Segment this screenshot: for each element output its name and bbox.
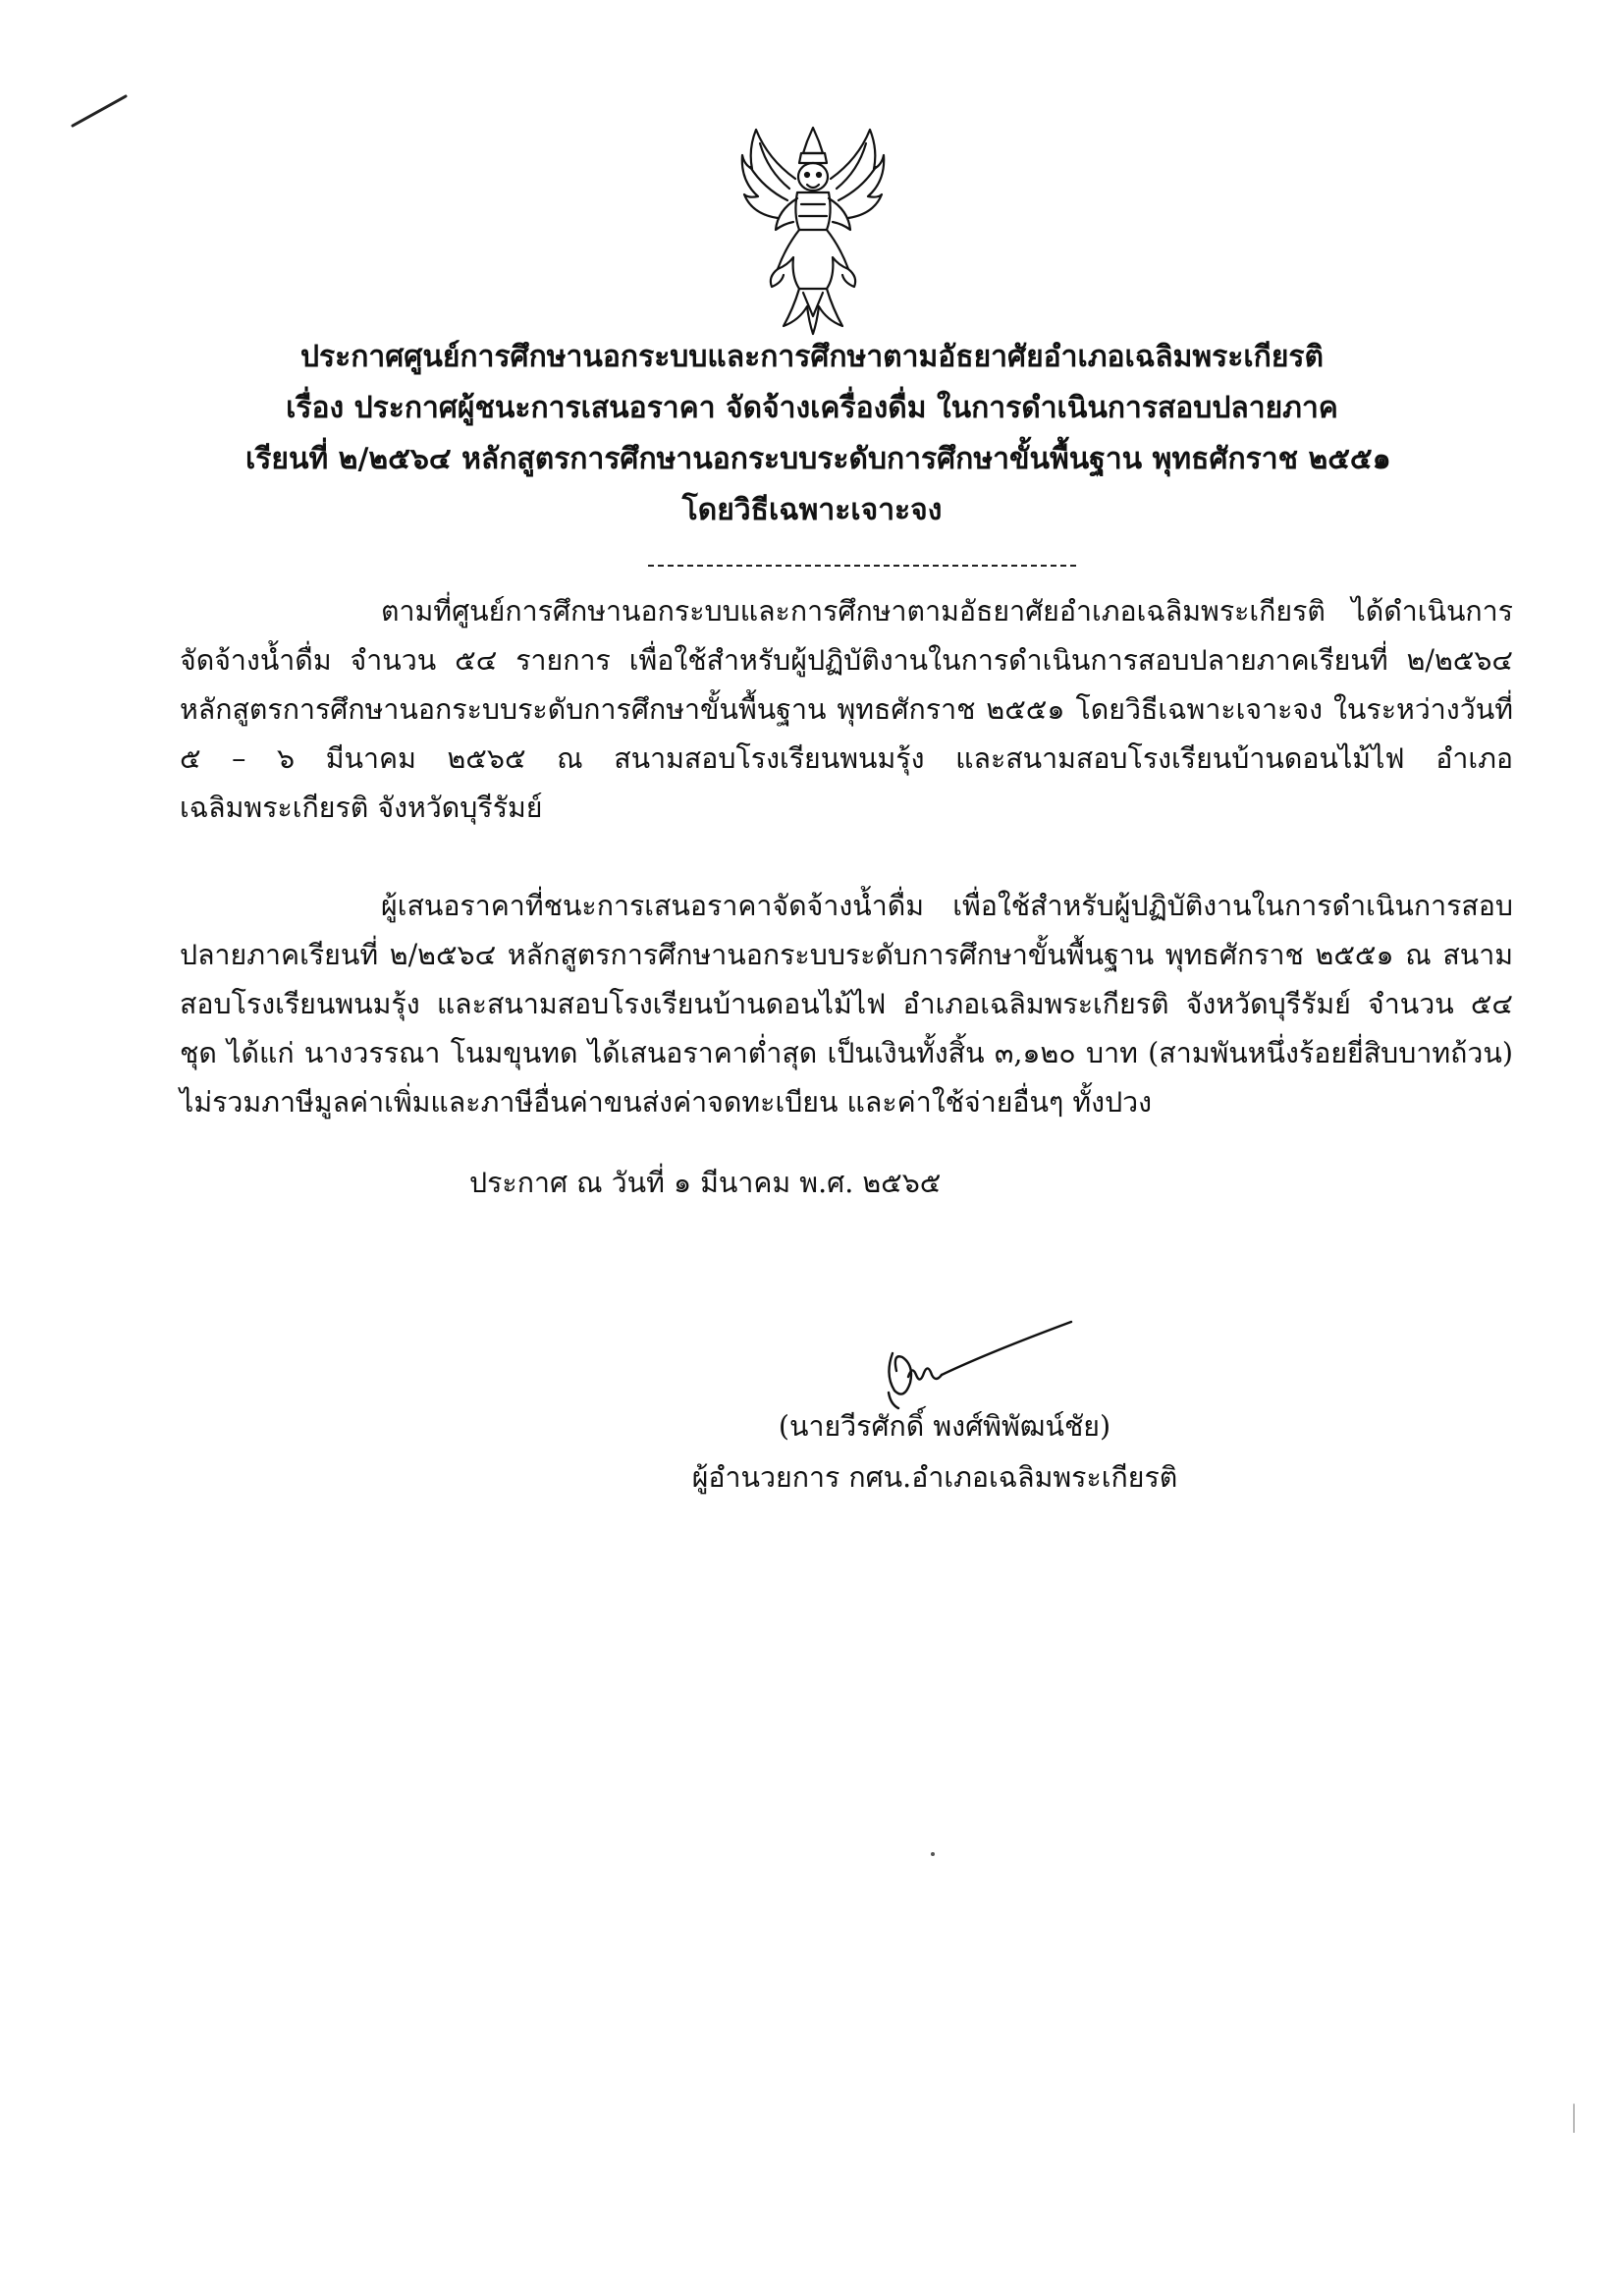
title-line-4: โดยวิธีเฉพาะเจาะจง <box>681 493 943 527</box>
signatory-name: (นายวีรศักดิ์ พงศ์พิพัฒน์ชัย) <box>778 1410 1111 1443</box>
announcement-title <box>245 332 1391 536</box>
title-line-3: เรียนที่ ๒/๒๕๖๔ หลักสูตรการศึกษานอกระบบระดับการศึกษาขั้นพื้นฐาน พุทธศักราช ๒๕๕๑ <box>245 442 1391 476</box>
title-divider <box>648 565 1076 567</box>
pen-stroke-mark <box>71 90 130 130</box>
announcement-date: ประกาศ ณ วันที่ ๑ มีนาคม พ.ศ. ๒๕๖๕ <box>469 1167 942 1199</box>
scan-speck <box>931 1852 935 1856</box>
signatory-position: ผู้อำนวยการ กศน.อำเภอเฉลิมพระเกียรติ <box>691 1461 1178 1494</box>
body-paragraph-2: ผู้เสนอราคาที่ชนะการเสนอราคาจัดจ้างน้ำดื่ม เพื่อใช้สำหรับผู้ปฏิบัติงานในการดำเนินการสอบปลายภาคเรียนที่ ๒/๒๕๖๔ หลักสูตรการศึกษานอกระบบระดับการศึกษาขั้นพื้นฐาน พุทธศักราช ๒๕๕๑ ณ สนามสอบโรงเรียนพนมรุ้ง และสนามสอบโรงเรียนบ้านดอนไม้ไฟ อำเภอเฉลิมพระเกียรติ จังหวัดบุรีรัมย์ จำนวน ๕๔ ชุด ได้แก่ นางวรรณา โนมขุนทด ได้เสนอราคาต่ำสุด เป็นเงินทั้งสิ้น ๓,๑๒๐ บาท (สามพันหนึ่งร้อยยี่สิบบาทถ้วน) ไม่รวมภาษีมูลค่าเพิ่มและภาษีอื่นค่าขนส่งค่าจดทะเบียน และค่าใช้จ่ายอื่นๆ ทั้งปวง <box>180 890 1513 1119</box>
scan-speck <box>1573 2104 1575 2133</box>
title-line-1: ประกาศศูนย์การศึกษานอกระบบและการศึกษาตามอัธยาศัยอำเภอเฉลิมพระเกียรติ <box>299 340 1325 374</box>
handwritten-signature <box>879 1314 1075 1412</box>
body-paragraph-1: ตามที่ศูนย์การศึกษานอกระบบและการศึกษาตามอัธยาศัยอำเภอเฉลิมพระเกียรติ ได้ดำเนินการจัดจ้างน้ำดื่ม จำนวน ๕๔ รายการ เพื่อใช้สำหรับผู้ปฏิบัติงานในการดำเนินการสอบปลายภาคเรียนที่ ๒/๒๕๖๔ หลักสูตรการศึกษานอกระบบระดับการศึกษาขั้นพื้นฐาน พุทธศักราช ๒๕๕๑ โดยวิธีเฉพาะเจาะจง ในระหว่างวันที่ ๕ – ๖ มีนาคม ๒๕๖๕ ณ สนามสอบโรงเรียนพนมรุ้ง และสนามสอบโรงเรียนบ้านดอนไม้ไฟ อำเภอเฉลิมพระเกียรติ จังหวัดบุรีรัมย์ <box>180 595 1513 824</box>
title-line-2: เรื่อง ประกาศผู้ชนะการเสนอราคา จัดจ้างเครื่องดื่ม ในการดำเนินการสอบปลายภาค <box>286 391 1338 425</box>
garuda-emblem-icon <box>738 120 888 341</box>
